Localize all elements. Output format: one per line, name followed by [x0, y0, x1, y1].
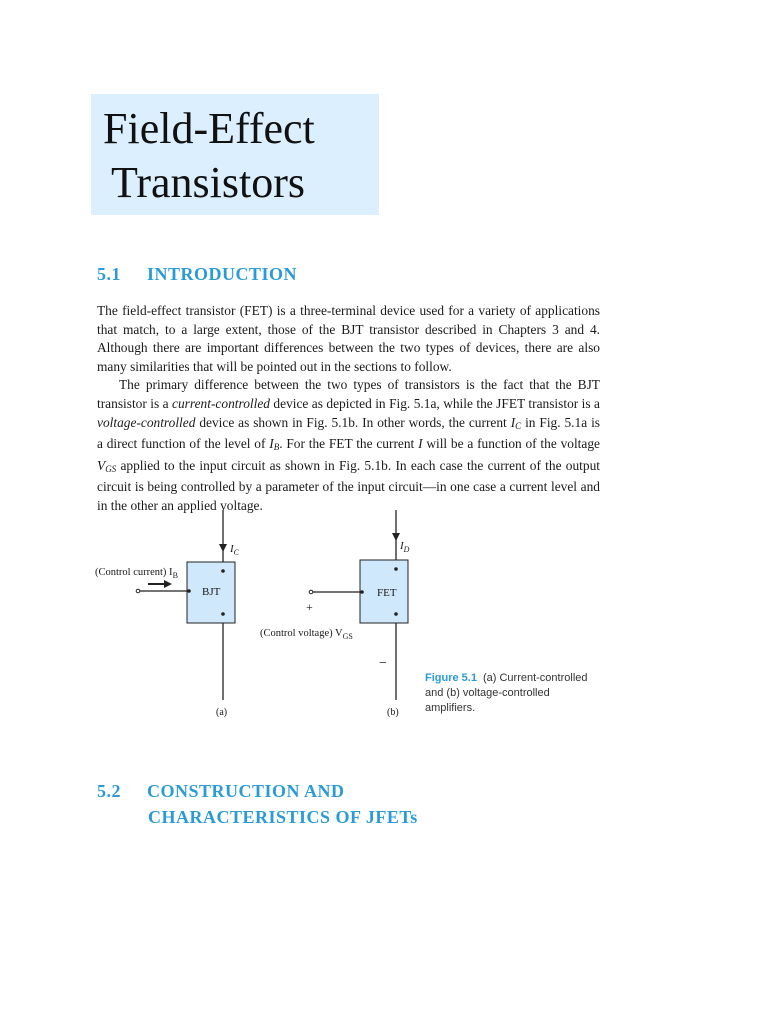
text-run: The primary difference between the two types of transistors is the fact that the BJT transistor is a [97, 377, 600, 411]
id-arrow-icon [392, 533, 400, 541]
figure-caption-text: (a) Current-controlled and (b) voltage-controlled amplifiers. [425, 672, 588, 714]
figure-5-1 [90, 505, 430, 720]
text-run: device as shown in Fig. 5.1b. In other words, the current [195, 414, 511, 430]
chapter-title-line1: Field-Effect [103, 104, 315, 153]
fet-terminal-dot [394, 567, 398, 571]
id-label: $I_D$ [400, 540, 410, 554]
minus-sign: − [379, 656, 387, 671]
emphasis: current-controlled [172, 395, 270, 411]
section-title: INTRODUCTION [147, 264, 298, 284]
paragraph-1: The field-effect transistor (FET) is a three-terminal device used for a variety of applications that match, to a large extent, those of the BJT transistor described in Chapters 3 and 4. Although there are important differences between the two types of devices, there are also many similarities that will be pointed out in the sections to follow. [97, 303, 600, 374]
control-voltage-label: (Control voltage) $V_{GS}$ [260, 628, 353, 641]
text-run: will be a function of the voltage [422, 436, 600, 452]
symbol-ib: I [269, 436, 274, 452]
bjt-input-dot [187, 589, 191, 593]
input-terminal-icon [136, 589, 140, 593]
current-arrow-icon [164, 580, 172, 588]
ic-label: $I_C$ [230, 543, 240, 557]
control-current-label: (Control current) $I_B$ [95, 567, 178, 580]
bjt-terminal-dot [221, 569, 225, 573]
subscript: C [515, 420, 522, 431]
plus-sign: + [306, 600, 313, 614]
section-title-line1: CONSTRUCTION AND [147, 781, 345, 801]
text-run: . For the FET the current [279, 436, 419, 452]
subscript: GS [105, 463, 117, 474]
chapter-title-box [91, 94, 379, 215]
paragraph-2 [97, 376, 600, 515]
text-run: device as depicted in Fig. 5.1a, while the JFET transistor is a [269, 395, 600, 411]
symbol-i: I [418, 436, 423, 452]
label-a: (a) [216, 707, 228, 718]
ic-arrow-icon [219, 544, 227, 552]
fet-label: FET [377, 587, 397, 599]
fet-terminal-dot [394, 612, 398, 616]
amplifier-diagram [90, 505, 430, 720]
body-text [97, 302, 600, 516]
chapter-title-line2: Transistors [111, 158, 305, 207]
section-heading-construction [97, 778, 418, 830]
chapter-title [103, 102, 379, 210]
fet-input-dot [360, 590, 364, 594]
text-run: in Fig. 5.1a is a direct function of the level of [97, 414, 600, 452]
symbol-vgs: V [97, 457, 106, 473]
text-run: applied to the input circuit as shown in Fig. 5.1b. In each case the current of the output circuit is being controlled by a parameter of the input circuit—in one case a current level and in the other an applied voltage. [97, 457, 600, 513]
input-terminal-icon [309, 590, 313, 594]
section-number: 5.2 [97, 781, 121, 801]
label-b: (b) [387, 707, 399, 718]
symbol-ic: I [510, 414, 516, 430]
subscript: B [273, 442, 280, 453]
section-number: 5.1 [97, 264, 121, 284]
figure-caption-label: Figure 5.1 [425, 672, 477, 684]
emphasis: voltage-controlled [97, 414, 196, 430]
section-heading-intro [97, 264, 297, 285]
bjt-label: BJT [202, 586, 221, 598]
figure-caption [425, 671, 595, 716]
section-title-line2: CHARACTERISTICS OF JFETs [148, 807, 418, 827]
bjt-terminal-dot [221, 612, 225, 616]
